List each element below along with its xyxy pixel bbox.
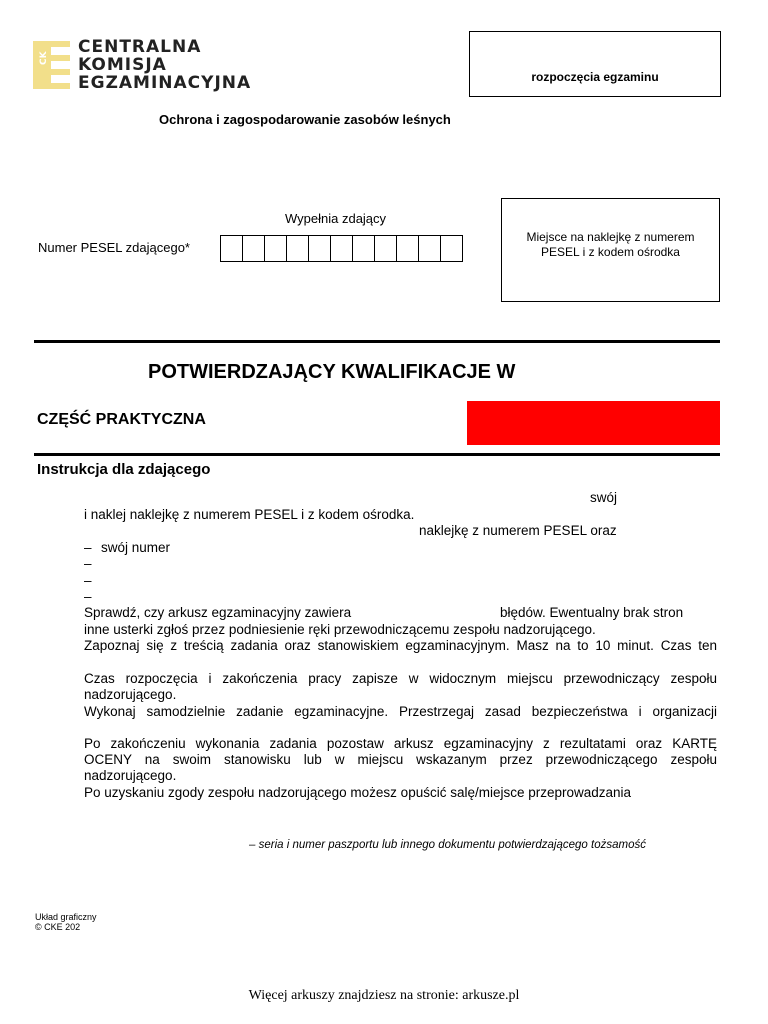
- logo-line-2: KOMISJA: [78, 55, 167, 75]
- instruction-line: OCENY na swoim stanowisku lub w miejscu wskazanym przez przewodniczącego zespołu: [84, 752, 717, 767]
- dash-item-text: swój numer: [101, 540, 171, 555]
- instruction-paragraph-time: [84, 671, 717, 703]
- footnote: – seria i numer paszportu lub innego dokumentu potwierdzającego tożsamość: [249, 839, 646, 851]
- svg-text:CK: CK: [39, 51, 49, 65]
- instructions-heading: Instrukcja dla zdającego: [37, 461, 211, 478]
- instruction-line: Sprawdź, czy arkusz egzaminacyjny zawiera: [84, 605, 352, 620]
- copyright-line: © CKE 202: [35, 922, 81, 932]
- instruction-line: Czas rozpoczęcia i zakończenia pracy zapisze w widocznym miejscu przewodniczący zespołu: [84, 671, 717, 686]
- part-color-marker: [467, 401, 720, 445]
- instruction-line: Po zakończeniu wykonania zadania pozostaw arkusz egzaminacyjny z rezultatami oraz KARTĘ: [84, 736, 717, 751]
- layout-credit-line: Układ graficzny: [35, 912, 97, 922]
- part-label: CZĘŚĆ PRAKTYCZNA: [37, 411, 206, 428]
- instruction-paragraph-after: [84, 736, 717, 784]
- exam-start-label: rozpoczęcia egzaminu: [531, 70, 659, 84]
- pesel-digit-cell[interactable]: [397, 236, 419, 261]
- instruction-line: nadzorującego.: [84, 768, 177, 783]
- pesel-digit-cell[interactable]: [221, 236, 243, 261]
- instruction-fragment: swój: [590, 490, 618, 505]
- instruction-line: Po uzyskaniu zgody zespołu nadzorującego możesz opuścić salę/miejsce przeprowadzania: [84, 785, 632, 800]
- page-title: POTWIERDZAJĄCY KWALIFIKACJE W: [148, 361, 516, 383]
- instruction-line: nadzorującego.: [84, 687, 177, 702]
- pesel-digit-cell[interactable]: [287, 236, 309, 261]
- instruction-paragraph-read: [84, 638, 717, 654]
- pesel-label: Numer PESEL zdającego*: [38, 240, 190, 255]
- pesel-digit-cell[interactable]: [353, 236, 375, 261]
- cke-logo-icon: [33, 41, 70, 89]
- instruction-fragment: naklejkę z numerem PESEL oraz: [419, 523, 617, 538]
- pesel-digit-cell[interactable]: [265, 236, 287, 261]
- instruction-line: Zapoznaj się z treścią zadania oraz stanowiskiem egzaminacyjnym. Masz na to 10 minut. Czas ten: [84, 638, 717, 653]
- divider-top: [34, 340, 720, 343]
- pesel-digit-cell[interactable]: [441, 236, 462, 261]
- instruction-line: i naklej naklejkę z numerem PESEL i z kodem ośrodka.: [84, 507, 415, 522]
- sticker-placeholder-text: Miejsce na naklejkę z numerem PESEL i z kodem ośrodka: [526, 230, 695, 259]
- dash-bullet: –: [84, 540, 92, 555]
- sticker-placeholder-box: [501, 198, 720, 302]
- layout-credit: [35, 912, 97, 932]
- instruction-paragraph-do: [84, 704, 717, 720]
- pesel-digit-cell[interactable]: [331, 236, 353, 261]
- bottom-note: Więcej arkuszy znajdziesz na stronie: arkusze.pl: [248, 988, 520, 1003]
- pesel-digit-cell[interactable]: [309, 236, 331, 261]
- instruction-fragment: błędów. Ewentualny brak stron: [500, 605, 684, 620]
- pesel-digit-cell[interactable]: [419, 236, 441, 261]
- logo-line-3: EGZAMINACYJNA: [78, 73, 252, 93]
- divider-bottom: [34, 453, 720, 456]
- dash-bullet: –: [84, 573, 92, 588]
- instruction-line: inne usterki zgłoś przez podniesienie ręki przewodniczącemu zespołu nadzorującego.: [84, 622, 596, 637]
- exam-start-box: [469, 31, 721, 97]
- pesel-input-grid[interactable]: [220, 235, 463, 262]
- pesel-digit-cell[interactable]: [375, 236, 397, 261]
- exam-subject: Ochrona i zagospodarowanie zasobów leśnych: [159, 112, 451, 127]
- dash-bullet: –: [84, 556, 92, 571]
- dash-bullet: –: [84, 589, 92, 604]
- filled-by-label: Wypełnia zdający: [285, 211, 387, 226]
- pesel-digit-cell[interactable]: [243, 236, 265, 261]
- instruction-line: Wykonaj samodzielnie zadanie egzaminacyjne. Przestrzegaj zasad bezpieczeństwa i organizacji: [84, 704, 717, 719]
- logo-line-1: CENTRALNA: [78, 37, 202, 57]
